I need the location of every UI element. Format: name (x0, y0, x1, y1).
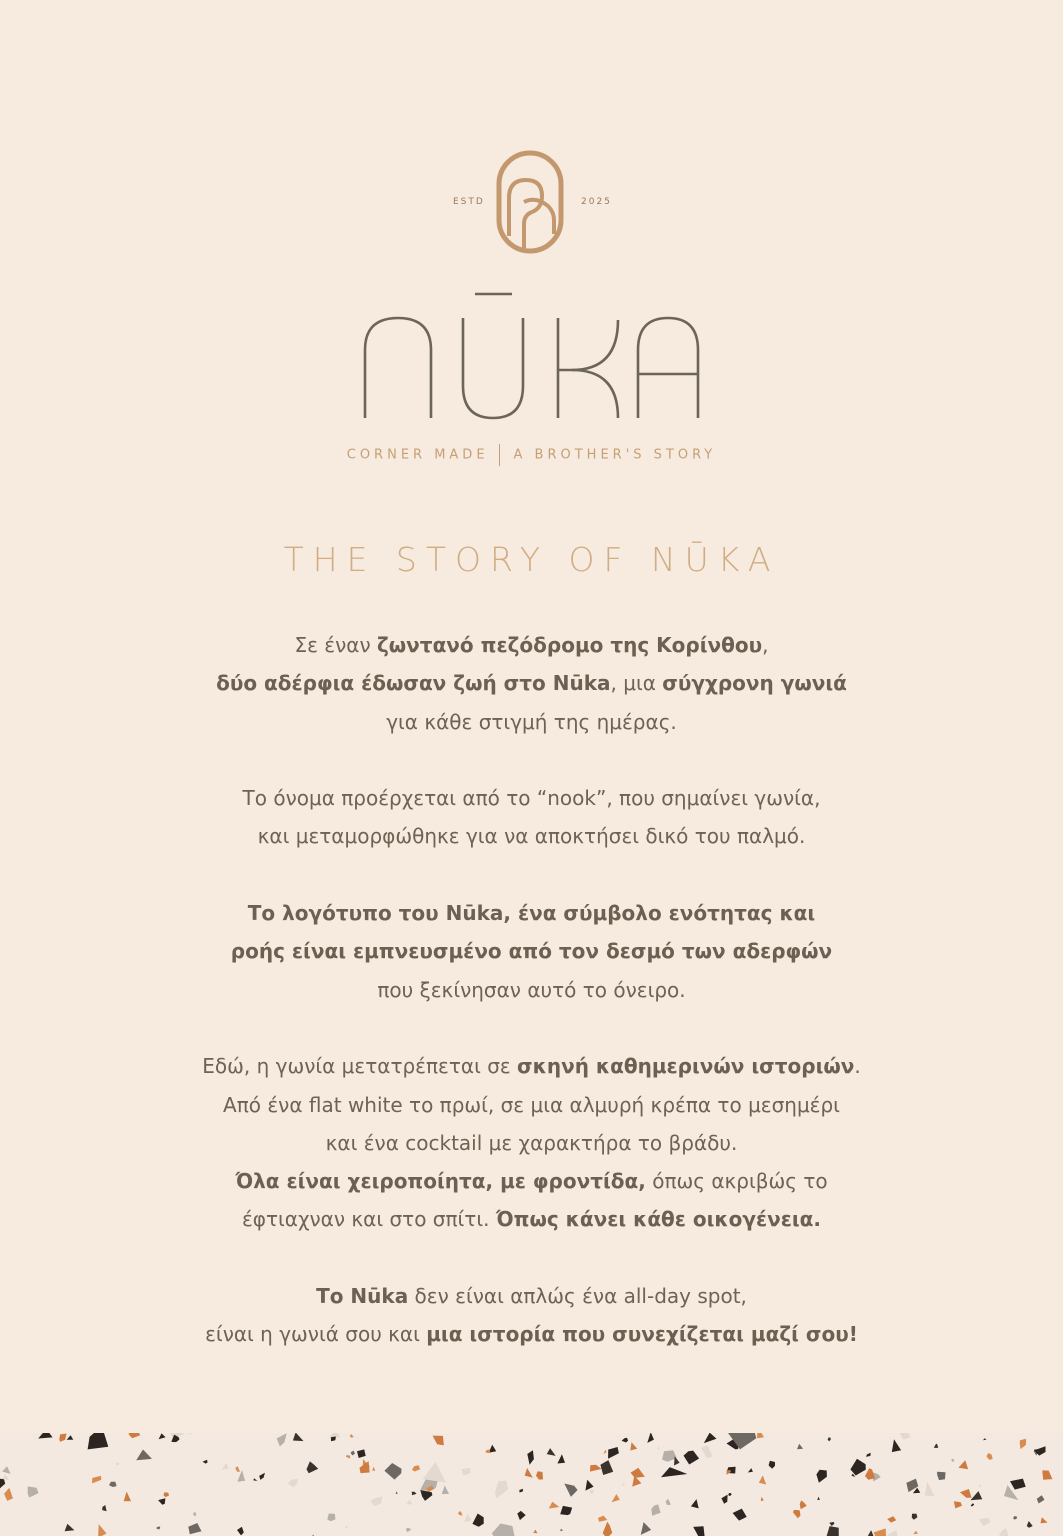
terrazzo-chip (331, 1437, 336, 1442)
terrazzo-chip (136, 1450, 152, 1461)
monogram-icon (496, 148, 566, 258)
terrazzo-chip (666, 1499, 671, 1505)
story-paragraph (0, 626, 1063, 741)
story-paragraph (0, 894, 1063, 1009)
terrazzo-chip (651, 1504, 660, 1516)
story-line (0, 779, 1063, 817)
terrazzo-chip (641, 1522, 652, 1535)
terrazzo-chip (937, 1472, 946, 1480)
story-text: έφτιαχναν και στο σπίτι. (241, 1207, 496, 1232)
terrazzo-chip (0, 1478, 5, 1490)
story-line (0, 626, 1063, 664)
terrazzo-chip (816, 1470, 827, 1483)
terrazzo-chip (351, 1451, 355, 1456)
terrazzo-chip (727, 1470, 732, 1475)
story-paragraph (0, 1047, 1063, 1238)
terrazzo-chip (412, 1492, 417, 1496)
story-body (0, 626, 1063, 1392)
story-text: για κάθε στιγμή της ημέρας. (386, 709, 677, 734)
story-text: δεν είναι απλώς ένα all-day spot, (408, 1284, 747, 1309)
terrazzo-chip (600, 1460, 613, 1475)
story-text: Από ένα flat white το πρωί, σε μια αλμυρή κρέπα το μεσημέρι (223, 1092, 840, 1117)
terrazzo-chip (564, 1484, 577, 1497)
story-paragraph (0, 779, 1063, 856)
terrazzo-chip (585, 1480, 593, 1491)
terrazzo-chip (761, 1497, 764, 1501)
terrazzo-chip (327, 1514, 335, 1522)
terrazzo-chip (235, 1466, 240, 1472)
terrazzo-chip (259, 1473, 265, 1480)
story-text-bold: ζωντανό πεζόδρομο της Κορίνθου (376, 633, 763, 657)
terrazzo-chip (464, 1514, 471, 1522)
tagline-right: A BROTHER'S STORY (513, 447, 717, 463)
story-text-bold: Όλα είναι χειροποίητα, με φροντίδα, (235, 1169, 646, 1194)
terrazzo-chip (622, 1438, 629, 1443)
terrazzo-chip (693, 1526, 705, 1536)
terrazzo-chip (971, 1503, 974, 1506)
terrazzo-chip (495, 1481, 508, 1499)
story-line (0, 894, 1063, 932)
terrazzo-chip (979, 1518, 991, 1527)
terrazzo-chip (793, 1510, 801, 1518)
terrazzo-chip (533, 1530, 537, 1534)
terrazzo-chip (892, 1439, 901, 1452)
terrazzo-chip (560, 1529, 563, 1532)
logo-emblem (0, 148, 1063, 258)
terrazzo-chip (1041, 1517, 1048, 1523)
terrazzo-chip (4, 1488, 13, 1501)
terrazzo-chip (38, 1433, 52, 1439)
terrazzo-chip (189, 1433, 193, 1434)
terrazzo-chip (28, 1486, 39, 1497)
terrazzo-chip (983, 1438, 987, 1440)
terrazzo-chip (384, 1463, 401, 1480)
terrazzo-chip (631, 1468, 645, 1478)
terrazzo-chip (958, 1460, 968, 1469)
brand-tagline (0, 444, 1063, 466)
terrazzo-chip (433, 1436, 444, 1446)
terrazzo-chip (925, 1482, 935, 1497)
terrazzo-chip (951, 1459, 954, 1462)
terrazzo-chip (769, 1461, 775, 1469)
terrazzo-chip (420, 1490, 432, 1501)
terrazzo-chip (560, 1506, 572, 1515)
story-text: που ξεκίνησαν αυτό το όνειρο. (377, 977, 686, 1002)
terrazzo-chip (472, 1514, 483, 1527)
terrazzo-chip (307, 1461, 319, 1473)
story-text-bold: δύο αδέρφια έδωσαν ζωή στο Nūka (216, 671, 611, 696)
terrazzo-chip (598, 1516, 607, 1522)
terrazzo-chip (124, 1492, 131, 1502)
terrazzo-chip (527, 1450, 534, 1464)
terrazzo-chip (193, 1512, 196, 1516)
terrazzo-chip (867, 1530, 876, 1536)
terrazzo-chip (1027, 1521, 1033, 1528)
terrazzo-chip (345, 1525, 349, 1528)
story-text: , μια (610, 671, 663, 696)
terrazzo-chip (827, 1526, 839, 1536)
terrazzo-chip (158, 1498, 165, 1504)
story-text-bold: Όπως κάνει κάθε οικογένεια. (495, 1207, 822, 1232)
terrazzo-chip (657, 1446, 659, 1449)
story-text: Εδώ, η γωνία μετατρέπεται σε (202, 1054, 518, 1079)
terrazzo-chip (407, 1500, 413, 1505)
terrazzo-chip (492, 1524, 515, 1536)
terrazzo-chip (721, 1495, 727, 1504)
terrazzo-chip (517, 1511, 525, 1520)
story-text-bold: μια ιστορία που συνεχίζεται μαζί σου! (426, 1322, 858, 1347)
terrazzo-chip (370, 1497, 382, 1507)
terrazzo-chip (748, 1468, 753, 1472)
terrazzo-chip (797, 1444, 803, 1449)
terrazzo-chip (971, 1491, 983, 1500)
terrazzo-chip (759, 1475, 766, 1484)
terrazzo-chip (536, 1471, 543, 1479)
terrazzo-chip (59, 1434, 66, 1442)
terrazzo-chip (485, 1449, 490, 1453)
terrazzo-chip (92, 1476, 101, 1484)
terrazzo-chip (203, 1460, 208, 1464)
terrazzo-chip (458, 1511, 462, 1515)
terrazzo-chip (159, 1433, 166, 1439)
story-line (0, 1047, 1063, 1085)
terrazzo-chip (406, 1528, 411, 1532)
terrazzo-chip (647, 1433, 654, 1443)
terrazzo-chip (237, 1470, 245, 1482)
terrazzo-chip (612, 1494, 620, 1502)
terrazzo-chip (396, 1491, 398, 1494)
terrazzo-chip (912, 1514, 918, 1520)
terrazzo-chip (288, 1479, 298, 1488)
terrazzo-chip (887, 1516, 896, 1522)
terrazzo-chip (1013, 1516, 1017, 1519)
story-paragraph (0, 1277, 1063, 1354)
brand-wordmark (360, 290, 705, 425)
terrazzo-chip (757, 1433, 764, 1438)
terrazzo-chip (960, 1489, 972, 1498)
terrazzo-chip (277, 1433, 287, 1446)
terrazzo-chip (519, 1489, 523, 1493)
story-line (0, 1315, 1063, 1353)
terrazzo-chip (979, 1484, 982, 1487)
terrazzo-chip (590, 1465, 602, 1472)
terrazzo-chip (88, 1433, 109, 1449)
terrazzo-chip (547, 1448, 556, 1456)
terrazzo-chip (954, 1501, 962, 1508)
terrazzo-chip (704, 1433, 717, 1443)
story-text-bold: Το Nūka (316, 1284, 409, 1309)
terrazzo-chip (934, 1444, 939, 1448)
terrazzo-chip (2, 1466, 11, 1474)
terrazzo-chip (372, 1467, 375, 1471)
story-line (0, 1200, 1063, 1238)
terrazzo-pattern (0, 1433, 1063, 1536)
terrazzo-chip (828, 1437, 831, 1441)
terrazzo-chip (733, 1509, 747, 1521)
terrazzo-chip (412, 1465, 420, 1471)
story-text: Σε έναν (294, 633, 377, 657)
established-label: ESTD (453, 197, 485, 207)
terrazzo-chip (684, 1451, 700, 1465)
terrazzo-chip (850, 1459, 865, 1476)
terrazzo-chip (674, 1456, 680, 1465)
terrazzo-chip (293, 1433, 304, 1441)
terrazzo-chip (817, 1497, 820, 1500)
terrazzo-chip (102, 1505, 106, 1511)
story-text: είναι η γωνιά σου και (205, 1322, 427, 1347)
terrazzo-chip (1037, 1495, 1045, 1503)
terrazzo-chip (116, 1463, 120, 1466)
terrazzo-chip (222, 1463, 229, 1470)
terrazzo-chip (128, 1433, 140, 1438)
story-text-bold: ροής είναι εμπνευσμένο από τον δεσμό των αδερφών (230, 939, 833, 964)
story-line (0, 703, 1063, 741)
terrazzo-chip (164, 1492, 170, 1497)
story-headline: THE STORY OF NŪKA (283, 540, 780, 579)
story-text: , (762, 633, 769, 657)
terrazzo-chip (65, 1524, 75, 1532)
terrazzo-chip (728, 1493, 732, 1496)
story-line (0, 817, 1063, 855)
story-line (0, 1162, 1063, 1200)
terrazzo-chip (874, 1528, 887, 1536)
story-line (0, 971, 1063, 1009)
terrazzo-chip (350, 1434, 354, 1437)
terrazzo-chip (549, 1502, 560, 1509)
terrazzo-chip (156, 1527, 160, 1530)
terrazzo-chip (999, 1528, 1009, 1536)
tagline-left: CORNER MADE (346, 447, 489, 463)
established-year: 2025 (581, 197, 612, 207)
terrazzo-chip (630, 1442, 637, 1450)
terrazzo-chip (346, 1455, 350, 1458)
terrazzo-chip (621, 1483, 625, 1486)
terrazzo-chip (98, 1524, 107, 1536)
story-line (0, 1277, 1063, 1315)
terrazzo-chip (67, 1435, 74, 1440)
terrazzo-chip (442, 1486, 449, 1495)
terrazzo-chip (253, 1478, 257, 1481)
terrazzo-chip (1010, 1479, 1026, 1490)
terrazzo-chip (357, 1449, 366, 1458)
story-line (0, 1124, 1063, 1162)
story-text-bold: σκηνή καθημερινών ιστοριών (517, 1054, 855, 1079)
terrazzo-chip (987, 1453, 993, 1460)
terrazzo-chip (557, 1454, 565, 1463)
terrazzo-chip (462, 1468, 471, 1476)
terrazzo-chip (109, 1482, 117, 1487)
story-text: . (854, 1054, 861, 1079)
terrazzo-chip (913, 1531, 918, 1535)
story-line (0, 664, 1063, 702)
terrazzo-chip (590, 1490, 594, 1494)
terrazzo-chip (1020, 1439, 1026, 1449)
terrazzo-chip (866, 1453, 871, 1457)
terrazzo-chip (865, 1468, 875, 1480)
terrazzo-chip (603, 1450, 606, 1455)
story-text: και μεταμορφώθηκε για να αποκτήσει δικό του παλμό. (257, 824, 806, 849)
terrazzo-chip (701, 1445, 713, 1458)
tagline-divider (499, 444, 500, 466)
story-text-bold: σύγχρονη γωνιά (662, 671, 847, 696)
terrazzo-chip (237, 1527, 244, 1536)
terrazzo-chip (603, 1522, 613, 1536)
story-text: και ένα cocktail με χαρακτήρα το βράδυ. (325, 1130, 738, 1155)
story-line (0, 932, 1063, 970)
terrazzo-chip (1042, 1470, 1052, 1479)
terrazzo-chip (829, 1522, 834, 1526)
story-text: όπως ακριβώς το (645, 1169, 828, 1194)
terrazzo-chip (661, 1467, 687, 1477)
terrazzo-chip (691, 1499, 699, 1508)
story-text-bold: Το λογότυπο του Nūka, ένα σύμβολο ενότητας και (247, 901, 816, 926)
terrazzo-chip (800, 1500, 807, 1509)
terrazzo-chip (899, 1433, 910, 1440)
story-text: Το όνομα προέρχεται από το “nook”, που σημαίνει γωνία, (242, 786, 821, 811)
terrazzo-chip (188, 1523, 201, 1534)
terrazzo-chip (608, 1447, 619, 1459)
terrazzo-chip (423, 1462, 446, 1483)
terrazzo-chip (887, 1530, 897, 1536)
story-line (0, 1086, 1063, 1124)
terrazzo-chip (525, 1468, 533, 1478)
